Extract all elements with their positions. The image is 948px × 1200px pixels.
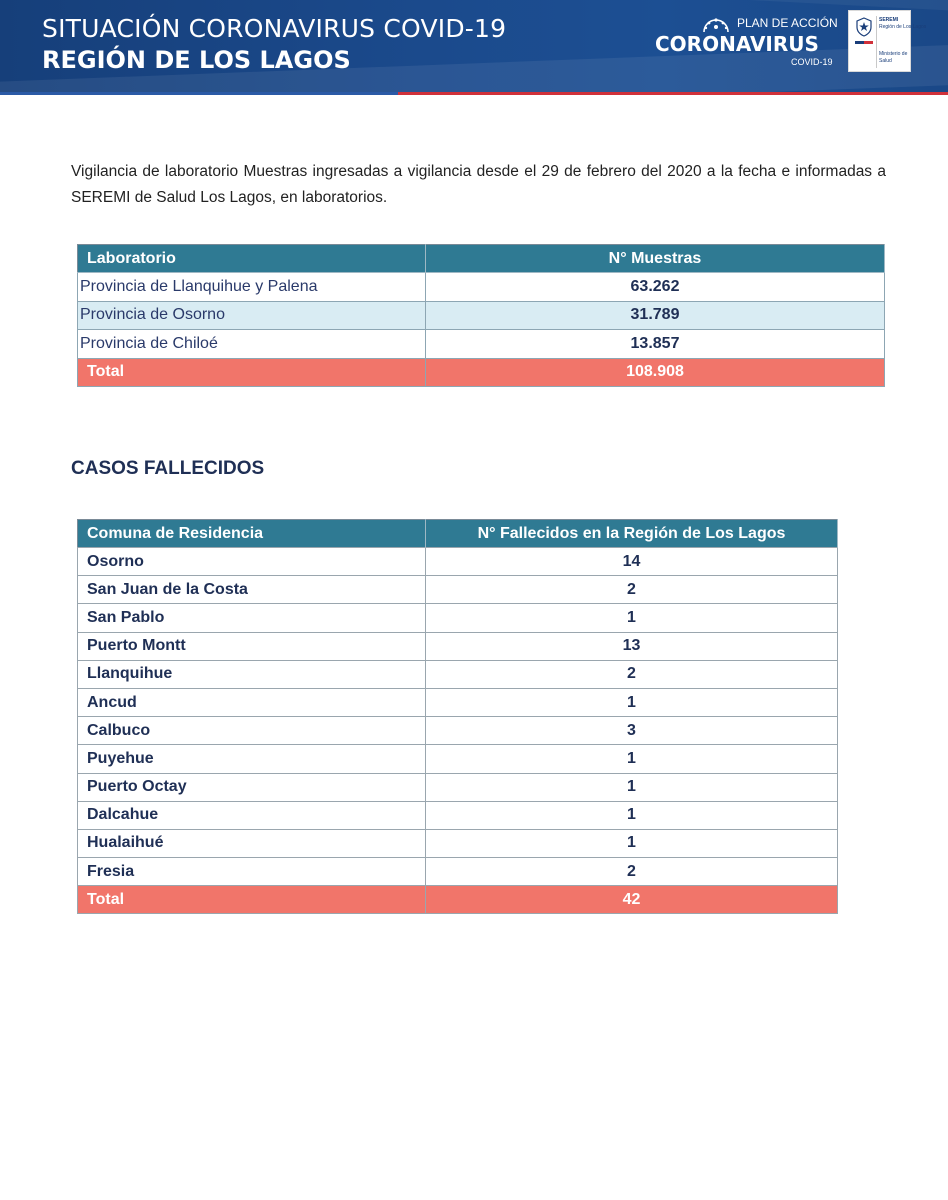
province-cell: Provincia de Llanquihue y Palena bbox=[78, 273, 426, 302]
lab-samples-table bbox=[77, 244, 885, 387]
table-row bbox=[78, 688, 838, 716]
commune-cell: Calbuco bbox=[78, 717, 426, 745]
plan-brand: CORONAVIRUS bbox=[655, 32, 819, 56]
flag-bar bbox=[864, 41, 873, 44]
table-row bbox=[78, 858, 838, 886]
commune-cell: San Juan de la Costa bbox=[78, 576, 426, 604]
gov-text: Ministerio de bbox=[879, 51, 908, 57]
table-row bbox=[78, 548, 838, 576]
table-row bbox=[78, 330, 885, 359]
table-row bbox=[78, 301, 885, 330]
deaths-cell: 1 bbox=[426, 688, 838, 716]
chile-shield-icon bbox=[855, 17, 873, 37]
table-row bbox=[78, 829, 838, 857]
gov-text: SEREMI bbox=[879, 17, 899, 23]
divider bbox=[876, 16, 877, 68]
deaths-cell: 13 bbox=[426, 632, 838, 660]
gov-text: Salud bbox=[879, 58, 892, 64]
deaths-cell: 2 bbox=[426, 576, 838, 604]
table-row bbox=[78, 801, 838, 829]
table-row bbox=[78, 632, 838, 660]
deaths-cell: 2 bbox=[426, 858, 838, 886]
commune-cell: Osorno bbox=[78, 548, 426, 576]
province-cell: Provincia de Chiloé bbox=[78, 330, 426, 359]
total-row bbox=[78, 886, 838, 914]
commune-cell: Puyehue bbox=[78, 745, 426, 773]
plan-sublabel: COVID-19 bbox=[791, 57, 833, 67]
header-banner bbox=[0, 0, 948, 92]
total-value: 108.908 bbox=[426, 358, 885, 386]
table-row bbox=[78, 717, 838, 745]
table-row bbox=[78, 576, 838, 604]
total-value: 42 bbox=[426, 886, 838, 914]
plan-de-accion-logo bbox=[655, 12, 838, 74]
plan-label: PLAN DE ACCIÓN bbox=[737, 16, 838, 30]
table-row bbox=[78, 604, 838, 632]
section-heading: CASOS FALLECIDOS bbox=[71, 458, 265, 479]
government-logo bbox=[848, 10, 927, 72]
table-row bbox=[78, 745, 838, 773]
deaths-cell: 1 bbox=[426, 745, 838, 773]
virus-arc-icon bbox=[701, 15, 731, 33]
column-header: Comuna de Residencia bbox=[78, 520, 426, 548]
samples-cell: 13.857 bbox=[426, 330, 885, 359]
table-row bbox=[78, 773, 838, 801]
deaths-table bbox=[77, 519, 838, 914]
deaths-cell: 1 bbox=[426, 773, 838, 801]
commune-cell: Llanquihue bbox=[78, 660, 426, 688]
deaths-cell: 1 bbox=[426, 801, 838, 829]
total-label: Total bbox=[78, 358, 426, 386]
column-header: Laboratorio bbox=[78, 245, 426, 273]
commune-cell: Ancud bbox=[78, 688, 426, 716]
intro-paragraph: Vigilancia de laboratorio Muestras ingresadas a vigilancia desde el 29 de febrero del 2020 a la fecha e informadas a SEREMI de Salud Los Lagos, en laboratorios. bbox=[71, 163, 886, 206]
table-header-row bbox=[78, 520, 838, 548]
flag-bar bbox=[855, 41, 864, 44]
commune-cell: Puerto Octay bbox=[78, 773, 426, 801]
total-label: Total bbox=[78, 886, 426, 914]
commune-cell: San Pablo bbox=[78, 604, 426, 632]
deaths-cell: 14 bbox=[426, 548, 838, 576]
page-title: SITUACIÓN CORONAVIRUS COVID-19 bbox=[42, 14, 507, 43]
table-row bbox=[78, 660, 838, 688]
deaths-cell: 1 bbox=[426, 829, 838, 857]
column-header: N° Muestras bbox=[426, 245, 885, 273]
samples-cell: 31.789 bbox=[426, 301, 885, 330]
deaths-cell: 2 bbox=[426, 660, 838, 688]
total-row bbox=[78, 358, 885, 386]
province-cell: Provincia de Osorno bbox=[78, 301, 426, 330]
page-subtitle: REGIÓN DE LOS LAGOS bbox=[42, 46, 351, 74]
column-header: N° Fallecidos en la Región de Los Lagos bbox=[426, 520, 838, 548]
commune-cell: Hualaihué bbox=[78, 829, 426, 857]
deaths-cell: 3 bbox=[426, 717, 838, 745]
commune-cell: Puerto Montt bbox=[78, 632, 426, 660]
deaths-cell: 1 bbox=[426, 604, 838, 632]
banner-accent-line bbox=[0, 92, 948, 95]
commune-cell: Dalcahue bbox=[78, 801, 426, 829]
commune-cell: Fresia bbox=[78, 858, 426, 886]
samples-cell: 63.262 bbox=[426, 273, 885, 302]
table-row bbox=[78, 273, 885, 302]
table-header-row bbox=[78, 245, 885, 273]
gov-text: Región de Los Lagos bbox=[879, 24, 927, 30]
